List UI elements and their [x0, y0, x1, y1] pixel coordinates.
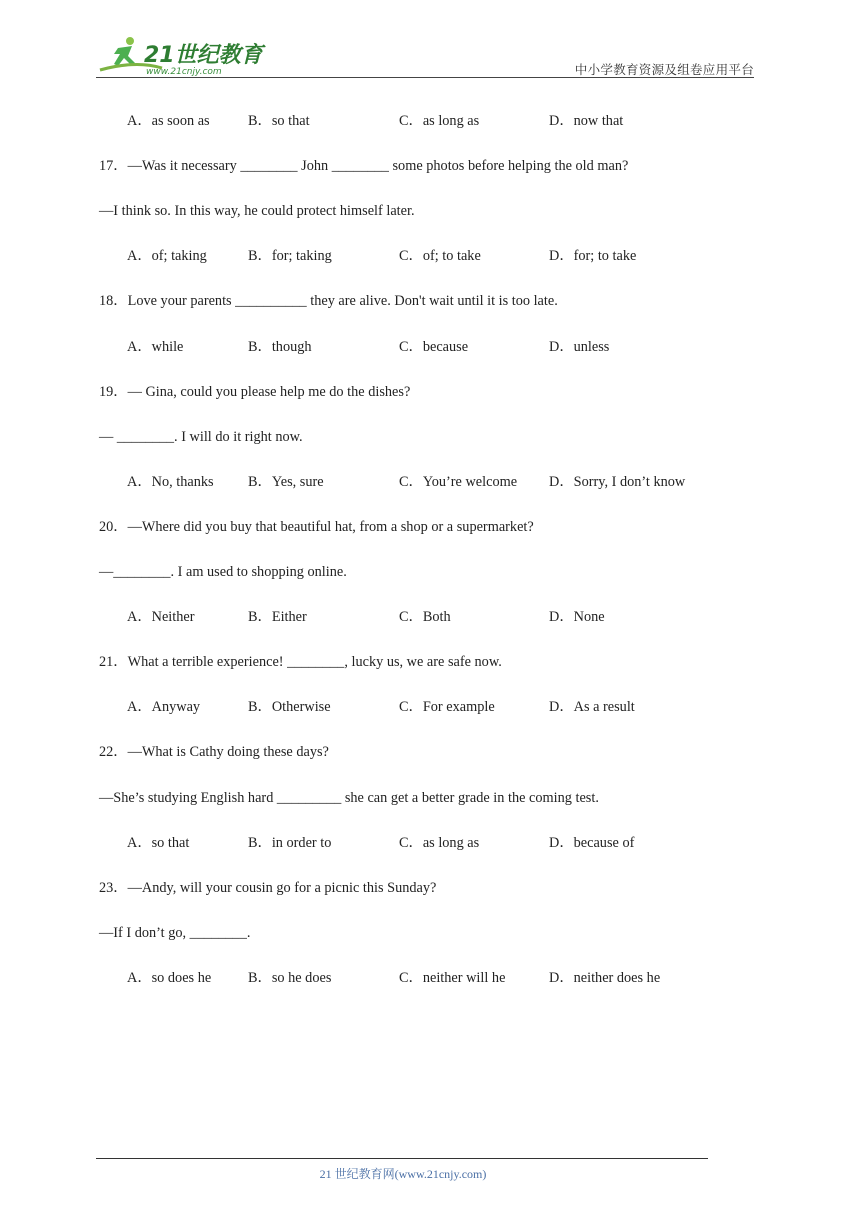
option-c[interactable]: C．because: [399, 339, 469, 355]
option-a[interactable]: A．so does he: [127, 970, 212, 986]
option-c[interactable]: C．neither will he: [399, 970, 506, 986]
option-d[interactable]: D．Sorry, I don’t know: [549, 474, 686, 490]
platform-title: 中小学教育资源及组卷应用平台: [574, 63, 754, 77]
option-b[interactable]: B．Otherwise: [248, 699, 331, 715]
question-line: 23．—Andy, will your cousin go for a picnic this Sunday?: [99, 880, 437, 896]
option-a[interactable]: A．while: [127, 339, 184, 355]
option-a[interactable]: A．as soon as: [127, 113, 210, 129]
option-b[interactable]: B．so he does: [248, 970, 332, 986]
question-line: — ________. I will do it right now.: [99, 429, 303, 445]
question-line: 17．—Was it necessary ________ John ________ some photos before helping the old man?: [99, 158, 629, 174]
option-b[interactable]: B．in order to: [248, 835, 332, 851]
option-c[interactable]: C．as long as: [399, 835, 480, 851]
option-d[interactable]: D．As a result: [549, 699, 635, 715]
question-line: 20．—Where did you buy that beautiful hat, from a shop or a supermarket?: [99, 519, 534, 535]
question-line: 19．— Gina, could you please help me do the dishes?: [99, 384, 411, 400]
question-line: —If I don’t go, ________.: [99, 925, 251, 941]
option-c[interactable]: C．For example: [399, 699, 495, 715]
question-line: 22．—What is Cathy doing these days?: [99, 744, 329, 760]
site-logo: [96, 34, 266, 78]
svg-text:21世纪教育: 21世纪教育: [144, 43, 263, 68]
header-divider: [96, 77, 754, 78]
footer-divider: [96, 1158, 708, 1159]
question-line: —________. I am used to shopping online.: [99, 564, 347, 580]
option-a[interactable]: A．No, thanks: [127, 474, 214, 490]
footer: [0, 1165, 860, 1182]
option-c[interactable]: C．You’re welcome: [399, 474, 518, 490]
option-d[interactable]: D．because of: [549, 835, 635, 851]
option-a[interactable]: A．of; taking: [127, 248, 207, 264]
option-b[interactable]: B．Yes, sure: [248, 474, 324, 490]
question-line: 21．What a terrible experience! ________, lucky us, we are safe now.: [99, 654, 502, 670]
page-header: [0, 0, 860, 80]
option-c[interactable]: C．Both: [399, 609, 451, 625]
option-d[interactable]: D．unless: [549, 339, 610, 355]
option-d[interactable]: D．neither does he: [549, 970, 661, 986]
option-a[interactable]: A．Neither: [127, 609, 195, 625]
footer-text: 21 世纪教育网(www.21cnjy.com): [319, 1167, 487, 1181]
question-line: —She’s studying English hard _________ she can get a better grade in the coming test.: [99, 790, 599, 806]
question-line: 18．Love your parents __________ they are alive. Don't wait until it is too late.: [99, 293, 558, 309]
option-c[interactable]: C．of; to take: [399, 248, 481, 264]
option-b[interactable]: B．Either: [248, 609, 307, 625]
option-a[interactable]: A．so that: [127, 835, 190, 851]
option-c[interactable]: C．as long as: [399, 113, 480, 129]
question-line: —I think so. In this way, he could protect himself later.: [99, 203, 415, 219]
option-d[interactable]: D．now that: [549, 113, 624, 129]
option-d[interactable]: D．None: [549, 609, 605, 625]
option-b[interactable]: B．though: [248, 339, 312, 355]
option-a[interactable]: A．Anyway: [127, 699, 201, 715]
option-b[interactable]: B．for; taking: [248, 248, 332, 264]
option-b[interactable]: B．so that: [248, 113, 310, 129]
option-d[interactable]: D．for; to take: [549, 248, 637, 264]
svg-text:www.21cnjy.com: www.21cnjy.com: [146, 67, 222, 77]
